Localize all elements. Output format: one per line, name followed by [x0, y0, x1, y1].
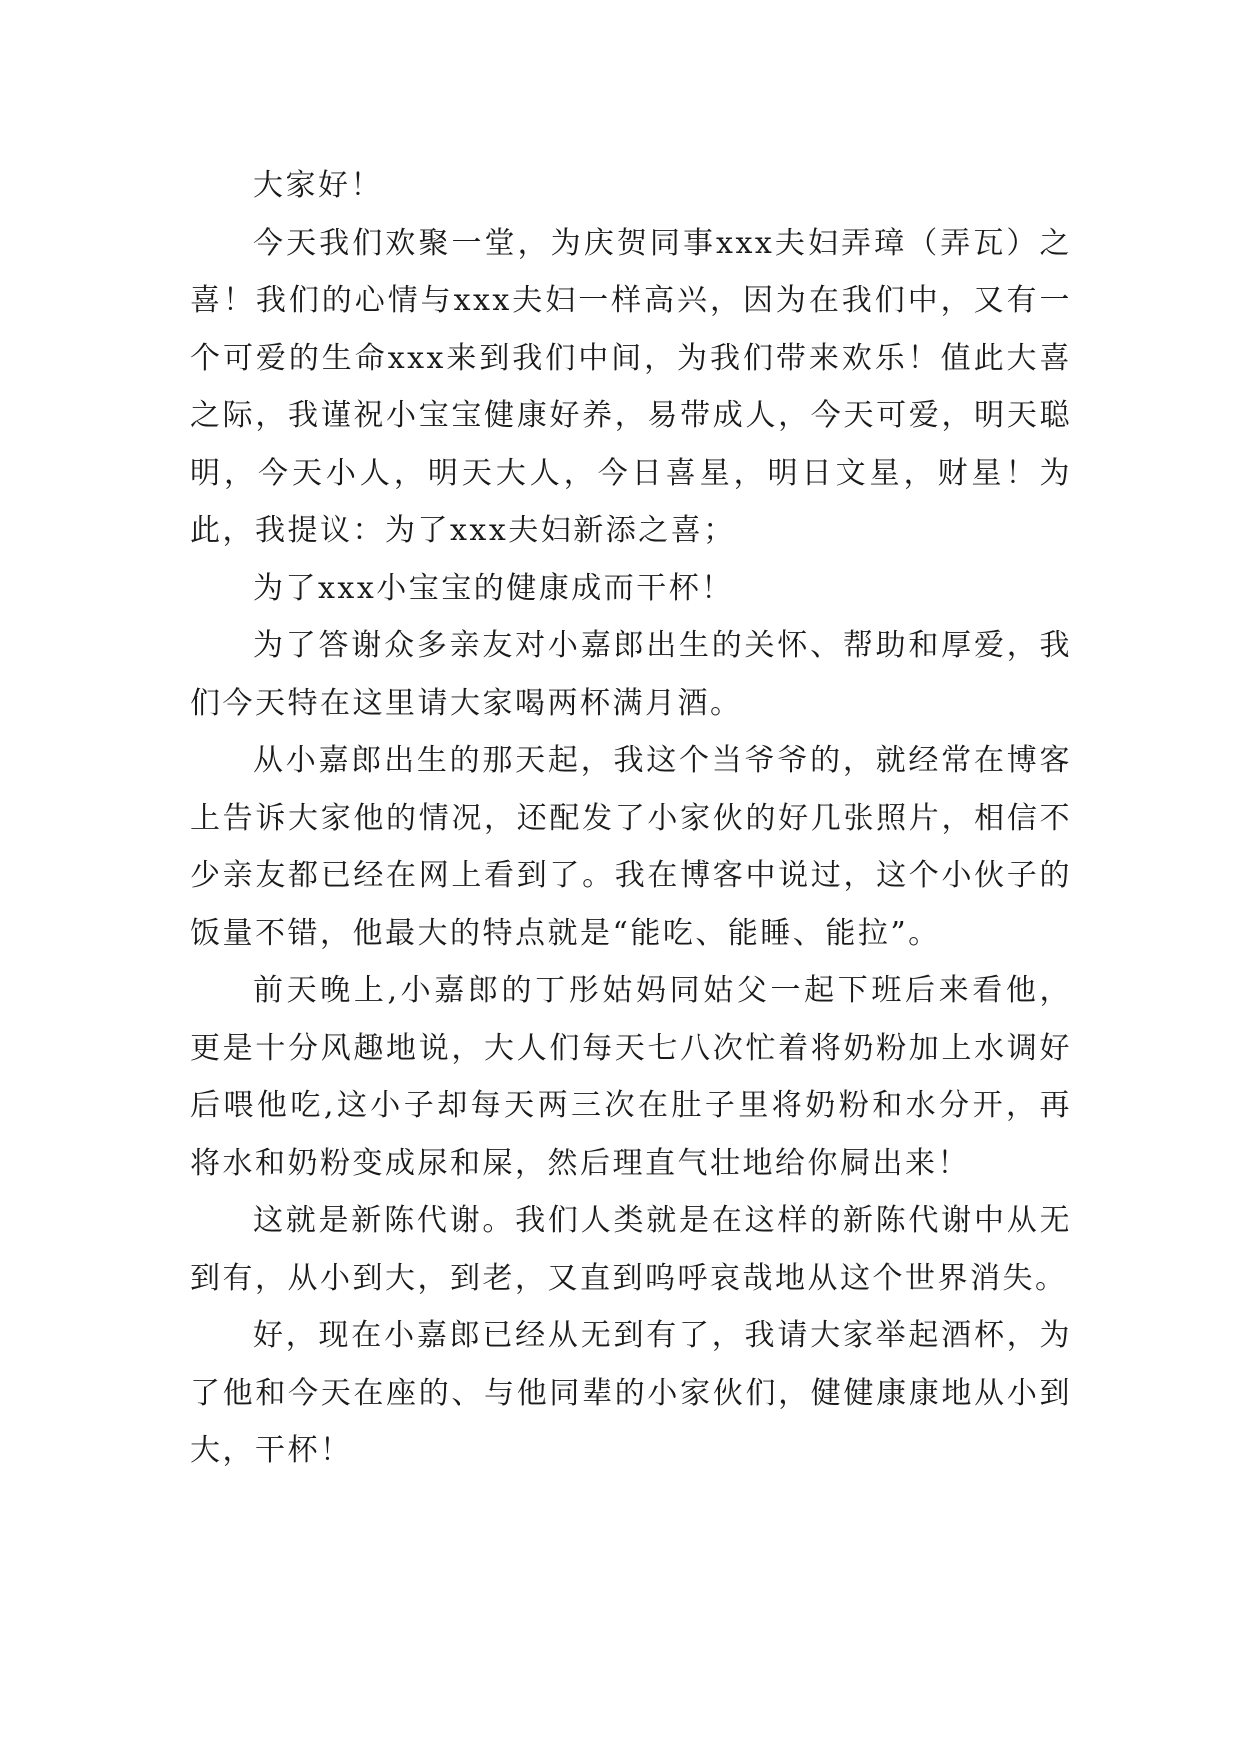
paragraph-metabolism: 这就是新陈代谢。我们人类就是在这样的新陈代谢中从无到有，从小到大，到老，又直到呜呼哀哉地从这个世界消失。	[190, 1203, 1072, 1296]
document-body	[190, 157, 1072, 1480]
paragraph-anecdote: 前天晚上,小嘉郎的丁彤姑妈同姑父一起下班后来看他，更是十分风趣地说，大人们每天七八次忙着将奶粉加上水调好后喂他吃,这小子却每天两三次在肚子里将奶粉和水分开，再将水和奶粉变成尿和屎，然后理直气壮地给你屙出来！	[190, 973, 1072, 1181]
paragraph-blog: 从小嘉郎出生的那天起，我这个当爷爷的，就经常在博客上告诉大家他的情况，还配发了小家伙的好几张照片，相信不少亲友都已经在网上看到了。我在博客中说过，这个小伙子的饭量不错，他最大的特点就是“能吃、能睡、能拉”。	[190, 743, 1072, 951]
paragraph-thanks: 为了答谢众多亲友对小嘉郎出生的关怀、帮助和厚爱，我们今天特在这里请大家喝两杯满月酒。	[190, 628, 1072, 721]
paragraph-greeting: 大家好！	[253, 168, 383, 203]
paragraph-celebration: 今天我们欢聚一堂，为庆贺同事xxx夫妇弄璋（弄瓦）之喜！我们的心情与xxx夫妇一样高兴，因为在我们中，又有一个可爱的生命xxx来到我们中间，为我们带来欢乐！值此大喜之际，我谨祝小宝宝健康好养，易带成人，今天可爱，明天聪明，今天小人，明天大人，今日喜星，明日文星，财星！为此，我提议：为了xxx夫妇新添之喜；	[190, 225, 1072, 548]
paragraph-toast: 为了xxx小宝宝的健康成而干杯！	[253, 570, 734, 606]
paragraph-final-toast: 好，现在小嘉郎已经从无到有了，我请大家举起酒杯，为了他和今天在座的、与他同辈的小家伙们，健健康康地从小到大，干杯！	[190, 1318, 1072, 1468]
